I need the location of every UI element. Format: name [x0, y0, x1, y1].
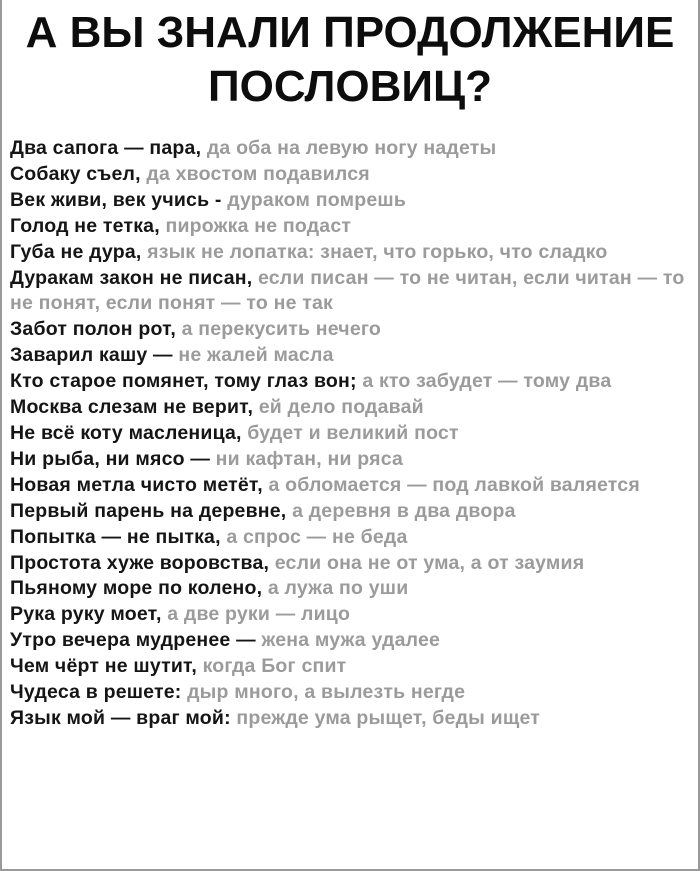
- proverb-item: [10, 447, 685, 473]
- proverb-item: [10, 654, 685, 680]
- proverb-item: [10, 162, 685, 188]
- proverb-item: [10, 473, 685, 499]
- proverb-item: [10, 576, 685, 602]
- proverb-item: [10, 706, 685, 732]
- proverb-item: [10, 188, 685, 214]
- proverb-ending: если она не от ума, а от заумия: [274, 551, 585, 574]
- proverb-ending: а спрос — не беда: [226, 525, 408, 548]
- proverb-ending: когда Бог спит: [202, 655, 347, 678]
- proverb-ending: да хвостом подавился: [146, 162, 370, 185]
- proverb-item: [10, 343, 685, 369]
- proverb-start: Новая метла чисто метёт,: [10, 473, 263, 496]
- proverb-item: [10, 395, 685, 421]
- proverb-start: Не всё коту масленица,: [10, 421, 242, 444]
- proverb-item: [10, 602, 685, 628]
- proverb-start: Москва слезам не верит,: [10, 396, 254, 419]
- proverb-ending: не жалей масла: [178, 344, 334, 367]
- proverb-start: Заварил кашу —: [10, 344, 173, 367]
- proverb-ending: а две руки — лицо: [167, 603, 351, 626]
- proverb-ending: прежде ума рыщет, беды ищет: [236, 706, 541, 729]
- proverb-item: [10, 266, 685, 318]
- proverb-item: [10, 499, 685, 525]
- proverb-start: Пьяному море по колено,: [10, 577, 263, 600]
- proverb-item: [10, 525, 685, 551]
- proverb-ending: если писан — то не читан, если читан — то не понят, если понят — то не так: [10, 266, 685, 315]
- proverb-start: Ни рыба, ни мясо —: [10, 447, 211, 470]
- proverb-start: Язык мой — враг мой:: [10, 706, 231, 729]
- proverb-start: Рука руку моет,: [10, 603, 162, 626]
- proverb-item: [10, 136, 685, 162]
- proverb-ending: а кто забудет — тому два: [362, 370, 612, 393]
- proverb-start: Собаку съел,: [10, 162, 141, 185]
- proverb-ending: а перекусить нечего: [181, 318, 382, 341]
- proverb-start: Век живи, век учись -: [10, 188, 222, 211]
- proverb-ending: ни кафтан, ни ряса: [215, 447, 404, 470]
- proverb-ending: дыр много, а вылезть негде: [187, 681, 466, 704]
- proverb-ending: жена мужа удалее: [261, 629, 441, 652]
- proverb-start: Голод не тетка,: [10, 214, 160, 237]
- proverb-start: Дуракам закон не писан,: [10, 266, 253, 289]
- proverb-start: Попытка — не пытка,: [10, 525, 221, 548]
- proverb-start: Чудеса в решете:: [10, 681, 182, 704]
- proverb-item: [10, 240, 685, 266]
- proverb-start: Первый парень на деревне,: [10, 499, 287, 522]
- proverb-start: Простота хуже воровства,: [10, 551, 270, 574]
- proverb-start: Утро вечера мудренее —: [10, 629, 256, 652]
- proverb-start: Два сапога — пара,: [10, 137, 202, 159]
- proverb-ending: а обломается — под лавкой валяется: [268, 473, 640, 496]
- proverb-item: [10, 421, 685, 447]
- proverb-ending: ей дело подавай: [258, 396, 424, 419]
- proverb-item: [10, 551, 685, 577]
- proverb-item: [10, 369, 685, 395]
- proverb-ending: пирожка не подаст: [165, 214, 352, 237]
- proverb-item: [10, 214, 685, 240]
- proverb-ending: дураком помрешь: [227, 188, 407, 211]
- proverb-start: Забот полон рот,: [10, 318, 176, 341]
- proverb-ending: а лужа по уши: [267, 577, 409, 600]
- proverb-start: Чем чёрт не шутит,: [10, 655, 197, 678]
- proverb-start: Губа не дура,: [10, 240, 142, 263]
- proverb-item: [10, 628, 685, 654]
- proverb-list: [10, 136, 685, 732]
- proverb-ending: будет и великий пост: [247, 421, 459, 444]
- proverb-item: [10, 680, 685, 706]
- proverb-item: [10, 317, 685, 343]
- proverb-ending: а деревня в два двора: [292, 499, 516, 522]
- title-line-1: А ВЫ ЗНАЛИ ПРОДОЛЖЕНИЕ: [25, 8, 675, 57]
- proverb-ending: язык не лопатка: знает, что горько, что сладко: [147, 240, 608, 263]
- title-line-2: ПОСЛОВИЦ?: [207, 62, 493, 111]
- proverb-ending: да оба на левую ногу надеты: [206, 137, 497, 159]
- proverb-start: Кто старое помянет, тому глаз вон;: [10, 370, 357, 393]
